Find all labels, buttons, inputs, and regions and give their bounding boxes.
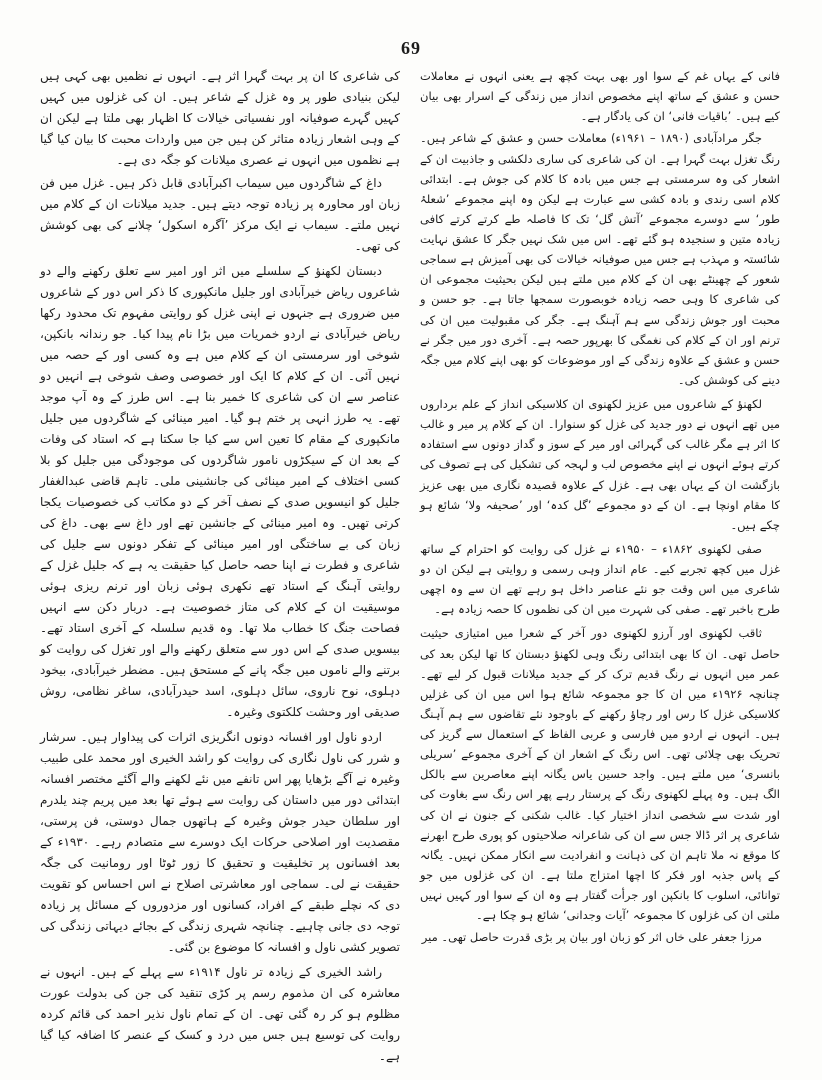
paragraph-asar-continued: کی شاعری کا ان پر بہت گہرا اثر ہے۔ انہوں نے نظمیں بھی کہی ہیں لیکن بنیادی طور پر وہ غزل کے شاعر ہیں۔ ان کی غزلوں میں کہیں کہیں گہرے صوفیانہ اور نفسیاتی خیالات کا اظہار بھی ملتا ہے لیکن ان کے وہی اشعار زیادہ متاثر کن ہیں جن میں واردات محبت کا بیان کیا گیا ہے نظموں میں انہوں نے عصری میلانات کو جگہ دی ہے۔ (40, 69, 400, 167)
paragraph-safi-lakhnavi: صفی لکھنوی ۱۸۶۲ء – ۱۹۵۰ء نے غزل کی روایت کو احترام کے ساتھ غزل میں کچھ تجربے کیے۔ عام انداز وہی رسمی و روایتی ہے لیکن ان دو شاعری میں اس وقت جو نئے عناصر داخل ہو رہے تھے ان سے وہ اچھی طرح باخبر تھے۔ صفی کی شہرت میں ان کی نظموں کا حصہ زیادہ ہے۔ (420, 541, 780, 617)
right-text-column (420, 66, 780, 949)
paragraph-novel-afsana: اردو ناول اور افسانہ دونوں انگریزی اثرات کی پیداوار ہیں۔ سرشار و شرر کی ناول نگاری کی روایت کو راشد الخیری اور محمد علی طبیب وغیرہ نے آگے بڑھایا پھر اس تانفے میں نئے لکھنے والے آگئے مختصر افسانہ ابتدائی دور میں داستان کی روایت سے ہوئے تھا بعد میں پریم چند یلدرم اور سلطان حیدر جوش وغیرہ کے ہاتھوں جمال دوستی، فن پرستی، مقصدیت اور اصلاحی حرکات ایک دوسرے سے متصادم رہے۔ ۱۹۳۰ء کے بعد افسانوں پر تخلیقیت و تحقیق کا زور ٹوٹا اور رومانیت کی جگہ حقیقت نے لی۔ سماجی اور معاشرتی اصلاح نے اس احساس کو تقویت دی کہ نچلے طبقے کے افراد، کسانوں اور مزدوروں کے مسائل پر زیادہ توجہ دی جانی چاہیے۔ چنانچہ شہری زندگی کے بجائے دیہاتی زندگی کی تصویر کشی ناول و افسانہ کا موضوع بن گئی۔ (40, 730, 400, 954)
paragraph-riyaz-jaleel: دبستان لکھنؤ کے سلسلے میں اثر اور امیر سے تعلق رکھنے والے دو شاعروں ریاض خیرآبادی اور جلیل مانکپوری کا ذکر اس دور کے شاعروں میں ضروری ہے جنہوں نے اپنی غزل کو روایتی مفہوم تک محدود رکھا ریاض خیرآبادی نے اردو خمریات میں بڑا نام پیدا کیا۔ جو رندانہ بانکپن، شوخی اور سرمستی ان کے کلام میں ہے وہ کسی اور کے حصہ میں نہیں آئی۔ ان کے کلام کا ایک اور خصوصی وصف شوخی ہے انہیں دو عناصر سے ان کی شاعری کا خمیر بنا ہے۔ اس طرز کے وہ آپ موجد تھے۔ یہ طرز انہی پر ختم ہو گیا۔ امیر مینائی کے شاگردوں میں جلیل مانکپوری کے مقام کا تعین اس سے کیا جا سکتا ہے کہ استاد کی وفات کے بعد ان کے سیکڑوں نامور شاگردوں کی موجودگی میں جلیل کو بلا کسی اختلاف کے امیر مینائی کی جانشینی ملی۔ تاہم قاضی عبدالغفار جلیل کو انیسویں صدی کے نصف آخر کے دو مکاتب کی خصوصیات یکجا کرتی تھیں۔ وہ امیر مینائی کے جانشین تھے اور داغ سے بھی۔ داغ کی زبان کی بے ساختگی اور امیر مینائی کے تفکر دونوں سے جلیل کی شاعری و فطرت نے اپنا حصہ حاصل کیا حقیقت یہ ہے کہ جلیل غزل کے روایتی آہنگ کے استاد تھے نکھری ہوئی زبان اور ترنم ریزی ہوئی موسیقیت ان کے کلام کی متاز خصوصیت ہے۔ دربار دکن سے انہیں فصاحت جنگ کا خطاب ملا تھا۔ وہ قدیم سلسلہ کے آخری استاد تھے۔ بیسویں صدی کے اس دور سے متعلق رکھنے والے اور تغزل کی روایت کو برتنے والے ناموں میں جگہ پانے کے مستحق ہیں۔ مضطر خیرآبادی، بیخود دہلوی، نوح ناروی، سائل دہلوی، اسد حیدرآبادی، ساغر نظامی، روش صدیقی اور وحشت کلکتوی وغیرہ۔ (40, 264, 400, 719)
paragraph-asar: مرزا جعفر علی خاں اثر کو زبان اور بیان پر بڑی قدرت حاصل تھی۔ میر (421, 930, 762, 945)
paragraph-aziz-lakhnavi: لکھنؤ کے شاعروں میں عزیز لکھنوی ان کلاسیکی انداز کے علم برداروں میں تھے انہوں نے دور جدید کی غزل کو سنوارا۔ ان کے کلام پر میر و غالب کا اثر ہے مگر غالب کی گہرائی اور میر کے سوز و گداز دونوں سے استفادہ کرتے ہوئے انہوں نے اپنے مخصوص لب و لہجہ کی تشکیل کی ہے تصوف کی بازگشت ان کے یہاں بھی ہے۔ غزل کے علاوہ قصیدہ نگاری میں بھی عزیز کا مقام اونچا ہے۔ ان کے دو مجموعے ’گل کدہ‘ اور ’صحیفہ ولا‘ شائع ہو چکے ہیں۔ (420, 397, 780, 532)
paragraph-jigar: جگر مرادآبادی (۱۸۹۰ – ۱۹۶۱ء) معاملات حسن و عشق کے شاعر ہیں۔ رنگ تغزل بہت گہرا ہے۔ ان کی شاعری کی ساری دلکشی و جاذبیت ان کے اشعار کی وہ سرمستی ہے جس میں بادہ کا کلام کی جوش ہے۔ ابتدائی کلام اسی رندی و بادہ کشی سے عبارت ہے لیکن وہ اپنے مجموعے ’شعلۂ طور‘ سے دوسرے مجموعے ’آتش گل‘ تک کا فاصلہ طے کرتے کرتے کافی زیادہ متین و سنجیدہ ہو گئے تھے۔ اس میں شک نہیں جگر کا عشق نہایت شائستہ و مہذب ہے جس میں صوفیانہ خیالات کی بھی آمیزش ہے سماجی شعور کے چھینٹے بھی ان کے کلام میں ملتے ہیں لیکن بحیثیت مجموعی ان کی شاعری کا وہی حصہ زیادہ خوبصورت سمجھا جاتا ہے۔ جو حسن و محبت اور جوش زندگی سے ہم آہنگ ہے۔ جگر کی مقبولیت میں ان کی ترنم اور ان کے کلام کی نغمگی کا بھرپور حصہ ہے۔ آخری دور میں جگر نے حسن و عشق کے علاوہ زندگی کے اور موضوعات کو بھی اپنے کلام میں جگہ دینے کی کوشش کی۔ (420, 131, 780, 387)
paragraph-seemab: داغ کے شاگردوں میں سیماب اکبرآبادی قابل ذکر ہیں۔ غزل میں فن زبان اور محاورہ پر زیادہ توجہ دیتے ہیں۔ جدید میلانات ان کے کلام میں نہیں ملتے۔ سیماب نے ایک مرکز ’آگرہ اسکول‘ چلانے کی بھی کوشش کی تھی۔ (40, 176, 400, 253)
paragraph-saqib-arzoo-yagana: ثاقب لکھنوی اور آرزو لکھنوی دور آخر کے شعرا میں امتیازی حیثیت حاصل تھی۔ ان کا بھی ابتدائی رنگ وہی لکھنؤ دبستان کا تھا لیکن بعد کی عمر میں انہوں نے رنگ قدیم ترک کر کے جدید میلانات قبول کر لیے تھے۔ چنانچہ ۱۹۲۶ء میں ان کا جو مجموعہ شائع ہوا اس میں ان کی غزلیں کلاسیکی غزل کا رس اور رچاؤ رکھنے کے باوجود نئے تقاضوں سے ہم آہنگ ہیں۔ انہوں نے اردو میں فارسی و عربی الفاظ کے استعمال سے گریز کی تحریک بھی چلائی تھی۔ اس رنگ کے اشعار ان کے آخری مجموعے ’سریلی بانسری‘ میں ملتے ہیں۔ واجد حسین یاس یگانہ اپنے معاصرین سے بالکل الگ ہیں۔ وہ پہلے لکھنوی رنگ کے پرستار رہے پھر اس رنگ سے بغاوت کی اور شدت سے شخصی انداز اختیار کیا۔ غالب شکنی کے جنون نے ان کی شاعری پر اثر ڈالا جس سے ان کی شاعرانہ صلاحیتوں کو پوری طرح ابھرنے کا موقع نہ ملا تاہم ان کی ذہانت و انفرادیت سے انکار ممکن نہیں۔ یگانہ کے پاس جذبہ اور فکر کا اچھا امتزاج ملتا ہے۔ ان کی غزلوں میں جو توانائی، اسلوب کا بانکپن اور جرأت گفتار ہے وہ ان کے سوا اور کہیں نہیں ملتی ان کی غزلوں کا مجموعہ ’آیات وجدانی‘ شائع ہو چکا ہے۔ (420, 626, 780, 923)
page-number: 69 (401, 38, 421, 58)
paragraph-fani: فانی کے یہاں غم کے سوا اور بھی بہت کچھ ہے یعنی انہوں نے معاملات حسن و عشق کے ساتھ اپنے مخصوص انداز میں زندگی کے اسرار بھی بیان کیے ہیں۔ ’باقیات فانی‘ ان کی یادگار ہے۔ (420, 69, 780, 124)
paragraph-rashid-ul-khairi: راشد الخیری کے زیادہ تر ناول ۱۹۱۴ء سے پہلے کے ہیں۔ انہوں نے معاشرہ کی ان مذموم رسم پر کڑی تنقید کی جن کی بدولت عورت مظلوم ہو کر رہ گئی تھی۔ ان کے تمام ناول نذیر احمد کی قائم کردہ روایت کی توسیع ہیں جس میں درد و کسک کے عنصر کا اضافہ کیا گیا ہے۔ (40, 965, 400, 1063)
left-text-column (40, 66, 400, 1069)
